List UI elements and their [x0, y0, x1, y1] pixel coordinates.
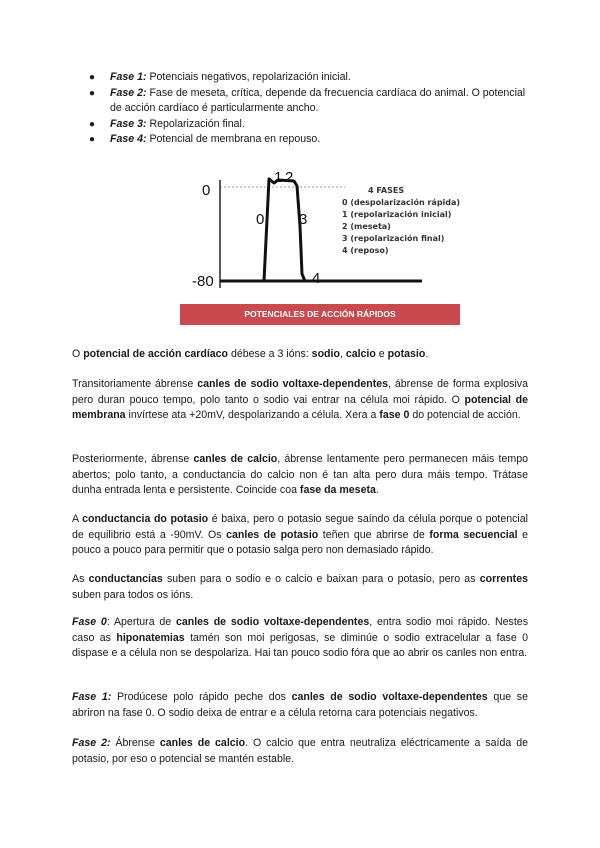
- paragraph-7: Fase 1: Prodúcese polo rápido peche dos canles de sodio voltaxe-dependentes que se abriron na fase 0. O sodio deixa de entrar e a célula retorna cara potenciais negativos.: [72, 691, 528, 719]
- phase-label: Fase 3:: [110, 117, 147, 130]
- paragraph-2: Transitoriamente ábrense canles de sodio voltaxe-dependentes, ábrense de forma explosiva pero duran pouco tempo, polo tanto o sodio vai entrar na célula moi rápido. O potencial de membrana invírtese ata +20mV, despolarizando a célula. Xera a fase 0 do potencial de acción.: [72, 378, 528, 421]
- bullet-icon: ●: [89, 134, 96, 145]
- paragraph-6: Fase 0: Apertura de canles de sodio voltaxe-dependentes, entra sodio moi rápido. Nestes caso as hiponatemias tamén son moi perigosas, se diminúe o sodio extracelular a fase 0 dispase e a célula non se despolariza. Hai tan pouco sodio fóra que ao abrir os canles non entra.: [72, 616, 528, 659]
- legend-item: 4 (reposo): [342, 246, 389, 255]
- phase-label: Fase 1:: [110, 71, 147, 83]
- list-item: [72, 86, 532, 117]
- paragraph-1: O potencial de acción cardíaco débese a 3 ións: sodio, calcio e potasio.: [72, 348, 429, 360]
- legend-item: 1 (repolarización inicial): [342, 210, 452, 219]
- legend-title: 4 FASES: [368, 186, 405, 195]
- legend-item: 0 (despolarización rápida): [342, 198, 460, 207]
- phase-text: Potenciais negativos, repolarización inicial.: [146, 71, 351, 83]
- paragraph-3: Posteriormente, ábrense canles de calcio, ábrense lentamente pero permanecen máis tempo abertos; polo tanto, a conductancia do calcio non é tan alta pero dura máis tempo. Trátase dunha entrada lenta e persistente. Coincide coa fase da meseta.: [72, 453, 528, 496]
- phase-label: Fase 2:: [110, 86, 147, 99]
- action-potential-figure: [190, 166, 460, 296]
- paragraph-8: Fase 2: Ábrense canles de calcio. O calcio que entra neutraliza eléctricamente a saída de potasio, por eso o potencial se mantén estable.: [72, 737, 528, 765]
- phase-label-4: 4: [312, 270, 321, 287]
- phase-list: [72, 70, 532, 148]
- legend-item: 3 (repolarización final): [342, 234, 445, 243]
- bullet-icon: ●: [89, 118, 96, 130]
- figure-caption: POTENCIALES DE ACCIÓN RÁPIDOS: [180, 304, 460, 325]
- y-label-top: 0: [202, 182, 211, 199]
- phase-label-1: 1: [274, 169, 283, 186]
- phase-label-2: 2: [285, 169, 294, 186]
- action-potential-curve: [220, 179, 313, 281]
- phase-label-0: 0: [256, 211, 265, 228]
- phase-label: Fase 4:: [110, 133, 147, 145]
- bullet-icon: ●: [89, 72, 96, 83]
- list-item: [72, 117, 532, 133]
- phase-text: Potencial de membrana en repouso.: [146, 133, 321, 145]
- paragraph-4: A conductancia do potasio é baixa, pero o potasio segue saíndo da célula porque o potencial de equilibrio está a -90mV. Os canles de potasio teñen que abrirse de forma secuencial e pouco a pouco para permitir que o potasio salga pero non demasiado rápido.: [72, 513, 528, 556]
- paragraph-5: As conductancias suben para o sodio e o calcio e baixan para o potasio, pero as correntes suben para todos os ións.: [72, 573, 528, 601]
- list-item: [72, 132, 532, 148]
- phase-text: Fase de meseta, crítica, depende da frecuencia cardíaca do animal. O potencial de acción cardíaco é particularmente ancho.: [110, 86, 526, 114]
- y-label-bottom: -80: [192, 273, 214, 290]
- legend-item: 2 (meseta): [342, 222, 391, 231]
- phase-text: Repolarización final.: [146, 117, 245, 130]
- phase-label-3: 3: [299, 211, 308, 228]
- list-item: [72, 70, 532, 86]
- bullet-icon: ●: [89, 87, 96, 99]
